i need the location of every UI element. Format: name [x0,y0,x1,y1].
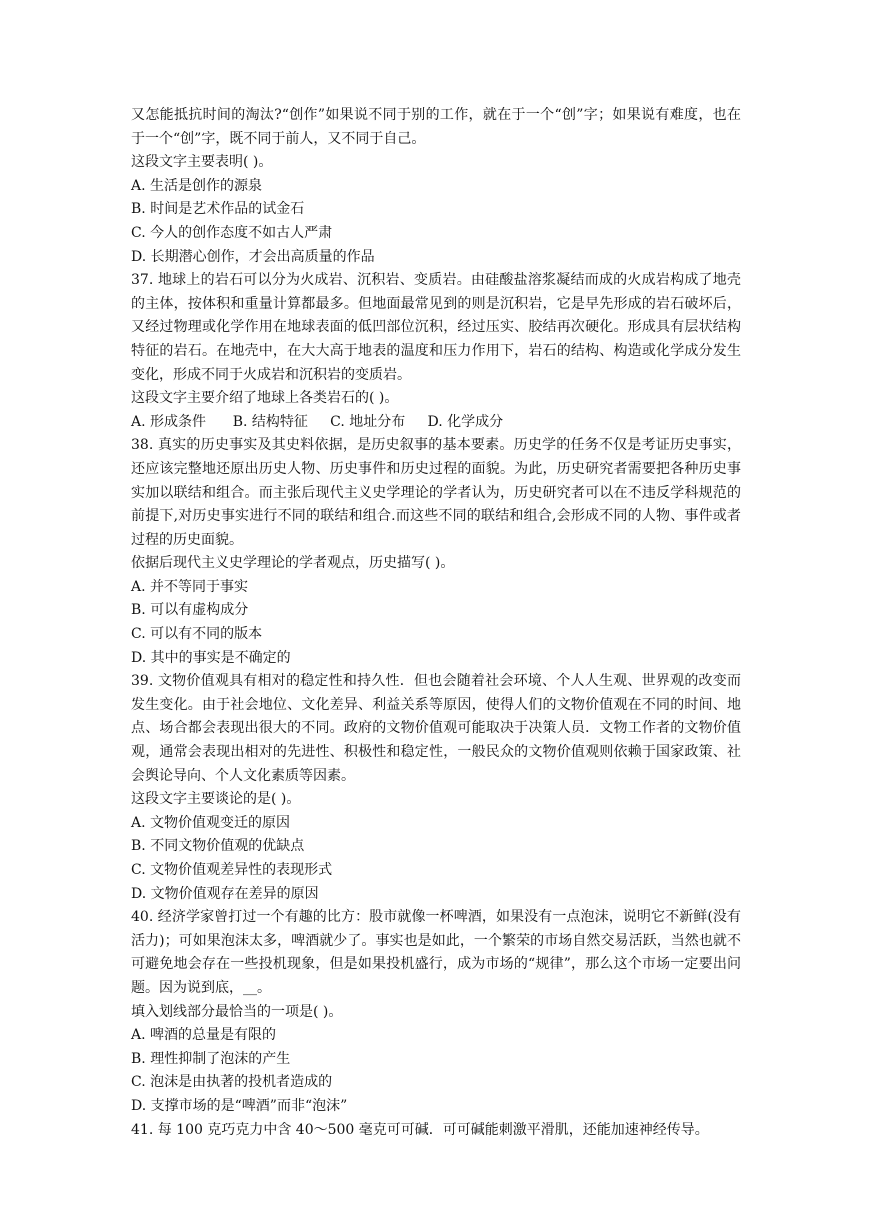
q38-passage: 38. 真实的历史事实及其史料依据，是历史叙事的基本要素。历史学的任务不仅是考证历史事实，还应该完整地还原出历史人物、历史事件和历史过程的面貌。为此，历史研究者需要把各种历史事实加以联结和组合。而主张后现代主义史学理论的学者认为，历史研究者可以在不违反学科规范的前提下,对历史事实进行不同的联结和组合.而这些不同的联结和组合,会形成不同的人物、事件或者过程的历史面貌。 [131,437,741,548]
question-37 [131,269,741,434]
q36-stem: 这段文字主要表明( )。 [131,154,273,171]
q37-stem: 这段文字主要介绍了地球上各类岩石的( )。 [131,390,399,407]
q36-option-a: A. 生活是创作的源泉 [131,177,263,194]
question-39 [131,670,741,906]
q36-option-d: D. 长期潜心创作，才会出高质量的作品 [131,248,375,265]
q38-option-b: B. 可以有虚构成分 [131,602,249,619]
q40-option-c: C. 泡沫是由执著的投机者造成的 [131,1074,333,1091]
q37-options-row: A. 形成条件 B. 结构特征 C. 地址分布 D. 化学成分 [131,413,504,430]
q38-option-d: D. 其中的事实是不确定的 [131,649,291,666]
question-38 [131,434,741,670]
q36-option-c: C. 今人的创作态度不如古人严肃 [131,224,333,241]
q39-option-a: A. 文物价值观变迁的原因 [131,814,291,831]
q38-option-a: A. 并不等同于事实 [131,578,249,595]
q39-passage: 39. 文物价值观具有相对的稳定性和持久性．但也会随着社会环境、个人人生观、世界观的改变而发生变化。由于社会地位、文化差异、利益关系等原因，使得人们的文物价值观在不同的时间、地点、场合都会表现出很大的不同。政府的文物价值观可能取决于决策人员．文物工作者的文物价值观，通常会表现出相对的先进性、积极性和稳定性，一般民众的文物价值观则依赖于国家政策、社会舆论导向、个人文化素质等因素。 [131,673,741,784]
q39-option-b: B. 不同文物价值观的优缺点 [131,838,305,855]
question-36 [131,104,741,269]
q36-passage-tail: 又怎能抵抗时间的淘汰?“创作”如果说不同于别的工作，就在于一个“创”字；如果说有难度，也在于一个“创”字，既不同于前人，又不同于自己。 [131,107,741,147]
q38-stem: 依据后现代主义史学理论的学者观点，历史描写( )。 [131,555,455,572]
q38-option-c: C. 可以有不同的版本 [131,626,263,643]
q40-option-a: A. 啤酒的总量是有限的 [131,1027,277,1044]
q39-stem: 这段文字主要谈论的是( )。 [131,791,301,808]
question-40 [131,906,741,1118]
q37-passage: 37. 地球上的岩石可以分为火成岩、沉积岩、变质岩。由硅酸盐溶浆凝结而成的火成岩构成了地壳的主体，按体积和重量计算都最多。但地面最常见到的则是沉积岩，它是早先形成的岩石破坏后，又经过物理或化学作用在地球表面的低凹部位沉积，经过压实、胶结再次硬化。形成具有层状结构特征的岩石。在地壳中，在大大高于地表的温度和压力作用下，岩石的结构、构造或化学成分发生变化，形成不同于火成岩和沉积岩的变质岩。 [131,272,741,383]
question-41 [131,1119,741,1143]
q36-option-b: B. 时间是艺术作品的试金石 [131,201,305,218]
question-text-column [131,104,741,1142]
q40-option-b: B. 理性抑制了泡沫的产生 [131,1050,291,1067]
q40-stem: 填入划线部分最恰当的一项是( )。 [131,1003,343,1020]
q40-option-d: D. 支撑市场的是“啤酒”而非“泡沫” [131,1097,348,1114]
q39-option-c: C. 文物价值观差异性的表现形式 [131,862,333,878]
q39-option-d: D. 文物价值观存在差异的原因 [131,885,319,902]
q41-passage-head: 41. 每 100 克巧克力中含 40～500 毫克可可碱．可可碱能刺激平滑肌，还能加速神经传导。 [131,1121,709,1138]
q40-passage: 40. 经济学家曾打过一个有趣的比方：股市就像一杯啤酒，如果没有一点泡沫，说明它不新鲜(没有活力)；可如果泡沫太多，啤酒就少了。事实也是如此，一个繁荣的市场自然交易活跃，当然也就不可避免地会存在一些投机现象，但是如果投机盛行，成为市场的“规律”，那么这个市场一定要出问题。因为说到底，__。 [131,909,741,996]
